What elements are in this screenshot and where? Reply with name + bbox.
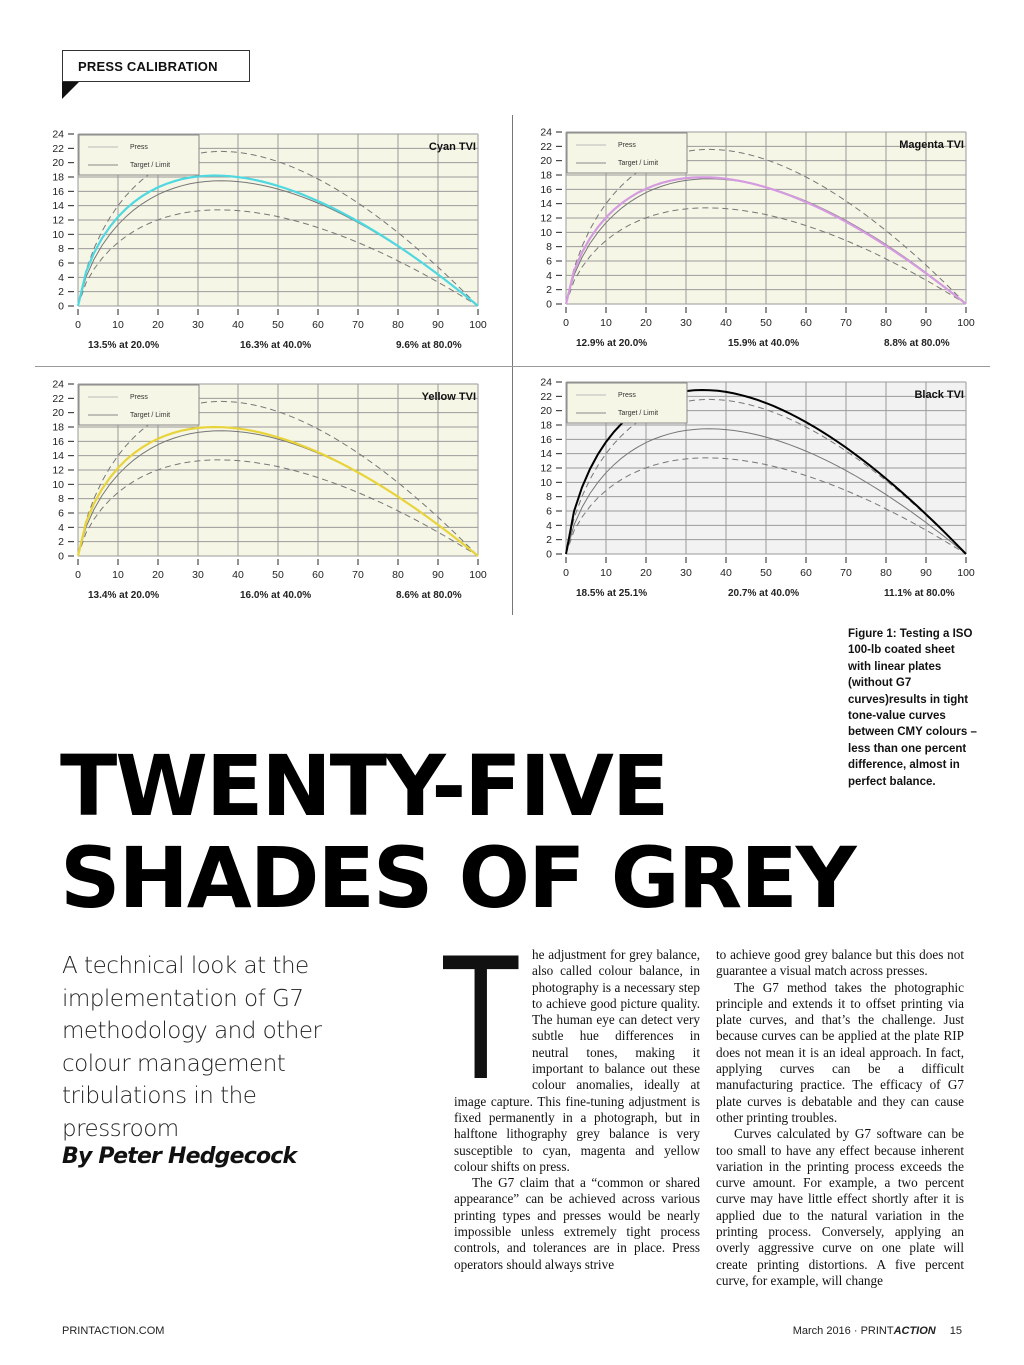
legend-label-press: Press	[618, 392, 636, 399]
y-tick-label: 16	[540, 183, 552, 196]
x-tick-label: 100	[957, 317, 975, 329]
x-tick-label: 70	[352, 569, 364, 581]
footer-brand: ACTION	[893, 1325, 936, 1337]
legend-label-target: Target / Limit	[130, 162, 171, 169]
page-number: 15	[949, 1325, 962, 1337]
y-tick-label: 24	[52, 128, 64, 141]
y-tick-label: 22	[52, 392, 64, 405]
body-paragraph: he adjustment for grey balance, also called colour balance, in photography is a necessary step to achieve good picture quality. The human eye can detect very subtle hue differences in neutral tones, making it important to balance out these colour anomalies, ideally at image capture. This fine-tuning adjustment is fixed permanently in a photograph, but in halftone lithography grey balance is very susceptible to cyan, magenta and yellow colour shifts on press.	[454, 947, 700, 1174]
y-tick-label: 16	[52, 435, 64, 448]
y-tick-label: 0	[58, 550, 64, 563]
y-tick-label: 2	[58, 536, 64, 549]
tvi-stat: 16.3% at 40.0%	[240, 340, 312, 351]
x-tick-label: 80	[392, 319, 404, 331]
x-tick-label: 80	[880, 317, 892, 329]
headline-line-1: TWENTY-FIVE	[60, 737, 668, 835]
tvi-stat: 13.4% at 20.0%	[88, 590, 160, 601]
y-tick-label: 2	[546, 534, 552, 547]
x-tick-label: 50	[760, 317, 772, 329]
legend-label-target: Target / Limit	[618, 410, 659, 417]
legend-box	[79, 385, 199, 425]
body-paragraph: The G7 claim that a “common or shared appearance” can be achieved across various printing types and presses would be nearly impossible unless extremely tight process controls, and tolerances are in place. Press operators should always strive	[454, 1175, 700, 1272]
x-tick-label: 0	[563, 317, 569, 329]
y-tick-label: 22	[52, 142, 64, 155]
x-tick-label: 30	[680, 567, 692, 579]
y-tick-label: 14	[52, 450, 64, 463]
y-tick-label: 2	[546, 284, 552, 297]
body-paragraph: The G7 method takes the photographic principle and extends it to offset printing via plate curves, and that’s the challenge. Just because curves can be applied at the plate RIP does not mean it is an ideal approach. In fact, applying curves can be a difficult manufacturing practice. The efficacy of G7 plate curves is debatable and they can cause other printing troubles.	[716, 979, 964, 1125]
y-tick-label: 12	[52, 464, 64, 477]
drop-cap: T	[440, 917, 522, 1116]
figure-divider-vertical	[512, 115, 513, 615]
y-tick-label: 14	[540, 198, 552, 211]
y-tick-label: 4	[546, 519, 552, 532]
body-paragraph: Curves calculated by G7 software can be too small to have any effect because inherent variation in the printing process exceeds the curve amount. For example, a two percent curve may have little effect shortly after it is applied due to the natural variation in the printing process. Conversely, applying an overly aggressive curve on one plate will create printing distortions. A five percent curve, for example, will change	[716, 1126, 964, 1288]
y-tick-label: 8	[58, 243, 64, 256]
x-tick-label: 10	[600, 317, 612, 329]
x-tick-label: 30	[680, 317, 692, 329]
y-tick-label: 12	[540, 462, 552, 475]
x-tick-label: 50	[272, 569, 284, 581]
x-tick-label: 0	[75, 319, 81, 331]
chart-title: Yellow TVI	[421, 391, 476, 403]
x-tick-label: 90	[920, 317, 932, 329]
tvi-stat: 16.0% at 40.0%	[240, 590, 312, 601]
footer-website: PRINTACTION.COM	[62, 1325, 165, 1337]
tvi-stat: 13.5% at 20.0%	[88, 340, 160, 351]
y-tick-label: 12	[540, 212, 552, 225]
y-tick-label: 18	[540, 169, 552, 182]
x-tick-label: 60	[312, 319, 324, 331]
x-tick-label: 60	[800, 567, 812, 579]
figure-caption: Figure 1: Testing a ISO 100-lb coated sheet with linear plates (without G7 curves)results in tight tone-value curves between CMY colours – less than one percent difference, almost in perfect balance.	[848, 628, 977, 788]
y-tick-label: 4	[58, 271, 64, 284]
legend-label-press: Press	[130, 394, 148, 401]
x-tick-label: 60	[312, 569, 324, 581]
y-tick-label: 20	[52, 407, 64, 420]
chart-title: Cyan TVI	[428, 141, 476, 153]
x-tick-label: 10	[600, 567, 612, 579]
x-tick-label: 20	[640, 317, 652, 329]
y-tick-label: 4	[58, 521, 64, 534]
y-tick-label: 24	[52, 378, 64, 391]
x-tick-label: 100	[957, 567, 975, 579]
tvi-charts-figure	[0, 0, 1024, 620]
y-tick-label: 10	[52, 478, 64, 491]
footer-folio	[793, 1325, 962, 1337]
y-tick-label: 0	[546, 298, 552, 311]
x-tick-label: 70	[352, 319, 364, 331]
y-tick-label: 24	[540, 376, 552, 389]
y-tick-label: 10	[52, 228, 64, 241]
tvi-stat: 11.1% at 80.0%	[884, 588, 955, 599]
magenta-tvi-chart	[538, 126, 978, 356]
x-tick-label: 40	[720, 567, 732, 579]
x-tick-label: 20	[152, 569, 164, 581]
section-label: PRESS CALIBRATION	[78, 59, 218, 74]
tvi-stat: 15.9% at 40.0%	[728, 338, 800, 349]
y-tick-label: 8	[58, 493, 64, 506]
y-tick-label: 6	[58, 507, 64, 520]
legend-label-press: Press	[618, 142, 636, 149]
y-tick-label: 22	[540, 390, 552, 403]
x-tick-label: 70	[840, 567, 852, 579]
y-tick-label: 16	[52, 185, 64, 198]
y-tick-label: 10	[540, 226, 552, 239]
legend-box	[567, 133, 687, 173]
body-paragraph: to achieve good grey balance but this does not guarantee a visual match across presses.	[716, 947, 964, 979]
x-tick-label: 40	[232, 569, 244, 581]
y-tick-label: 20	[540, 405, 552, 418]
chart-title: Black TVI	[914, 389, 964, 401]
body-column-2	[716, 947, 964, 1289]
body-column-1	[440, 917, 700, 1273]
chart-title: Magenta TVI	[899, 139, 964, 151]
headline	[60, 737, 960, 927]
y-tick-label: 14	[52, 200, 64, 213]
footer-date: March 2016 · PRINT	[792, 1325, 894, 1337]
x-tick-label: 60	[800, 317, 812, 329]
y-tick-label: 18	[52, 421, 64, 434]
y-tick-label: 0	[546, 548, 552, 561]
y-tick-label: 18	[540, 419, 552, 432]
x-tick-label: 0	[563, 567, 569, 579]
legend-label-target: Target / Limit	[618, 160, 659, 167]
x-tick-label: 80	[880, 567, 892, 579]
legend-box	[567, 383, 687, 423]
y-tick-label: 4	[546, 269, 552, 282]
x-tick-label: 40	[720, 317, 732, 329]
tvi-stat: 12.9% at 20.0%	[576, 338, 648, 349]
y-tick-label: 6	[546, 505, 552, 518]
x-tick-label: 20	[640, 567, 652, 579]
legend-label-target: Target / Limit	[130, 412, 171, 419]
x-tick-label: 30	[192, 569, 204, 581]
yellow-tvi-chart	[50, 378, 490, 608]
y-tick-label: 14	[540, 448, 552, 461]
x-tick-label: 10	[112, 319, 124, 331]
y-tick-label: 6	[546, 255, 552, 268]
y-tick-label: 0	[58, 300, 64, 313]
y-tick-label: 6	[58, 257, 64, 270]
y-tick-label: 20	[52, 157, 64, 170]
y-tick-label: 22	[540, 140, 552, 153]
y-tick-label: 12	[52, 214, 64, 227]
y-tick-label: 10	[540, 476, 552, 489]
article-deck: A technical look at the implementation of G7 methodology and other colour management tribulations in the pressroom	[62, 953, 322, 1142]
x-tick-label: 90	[432, 569, 444, 581]
x-tick-label: 20	[152, 319, 164, 331]
x-tick-label: 50	[760, 567, 772, 579]
tvi-stat: 8.8% at 80.0%	[884, 338, 950, 349]
x-tick-label: 30	[192, 319, 204, 331]
y-tick-label: 8	[546, 241, 552, 254]
y-tick-label: 18	[52, 171, 64, 184]
x-tick-label: 100	[469, 569, 487, 581]
x-tick-label: 0	[75, 569, 81, 581]
tvi-stat: 18.5% at 25.1%	[576, 588, 648, 599]
x-tick-label: 70	[840, 317, 852, 329]
y-tick-label: 20	[540, 155, 552, 168]
x-tick-label: 100	[469, 319, 487, 331]
legend-label-press: Press	[130, 144, 148, 151]
x-tick-label: 50	[272, 319, 284, 331]
figure-divider-horizontal	[35, 366, 990, 367]
y-tick-label: 2	[58, 286, 64, 299]
byline: By Peter Hedgecock	[62, 1144, 297, 1169]
x-tick-label: 10	[112, 569, 124, 581]
y-tick-label: 24	[540, 126, 552, 139]
y-tick-label: 16	[540, 433, 552, 446]
black-tvi-chart	[538, 376, 978, 606]
x-tick-label: 80	[392, 569, 404, 581]
legend-box	[79, 135, 199, 175]
tvi-stat: 20.7% at 40.0%	[728, 588, 800, 599]
x-tick-label: 90	[920, 567, 932, 579]
tvi-stat: 9.6% at 80.0%	[396, 340, 462, 351]
tvi-stat: 8.6% at 80.0%	[396, 590, 462, 601]
y-tick-label: 8	[546, 491, 552, 504]
headline-line-2: SHADES OF GREY	[60, 829, 855, 927]
x-tick-label: 90	[432, 319, 444, 331]
cyan-tvi-chart	[50, 128, 490, 358]
x-tick-label: 40	[232, 319, 244, 331]
